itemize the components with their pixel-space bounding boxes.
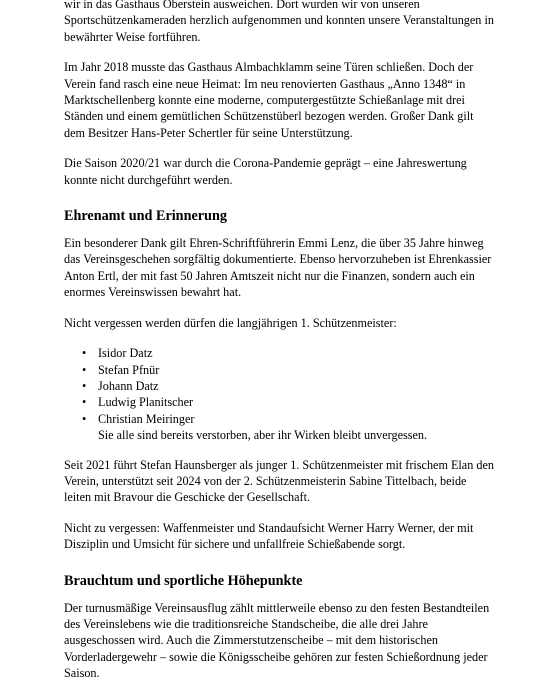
paragraph-thanks: Ein besonderer Dank gilt Ehren-Schriftführerin Emmi Lenz, die über 35 Jahre hinweg das Vereinsgeschehen sorgfältig dokumentierte. Ebenso hervorzuheben ist Ehrenkassier Anton Ertl, der mit fast 50 Jahren Amtszeit nicht nur die Finanzen, sondern auch ein enormes Vereinswissen bewahrt hat. [64, 236, 492, 300]
paragraph-brauchtum: Der turnusmäßige Vereinsausflug zählt mittlerweile ebenso zu den festen Bestandteilen des Vereinslebens wie die traditionsreiche Standscheibe, die alle drei Jahre ausgeschossen wird. Auch die Zimmerstutzenscheibe – mit dem historischen Vorderladergewehr – sowie die Königsscheibe gehören zur festen Schießordnung jeder Saison. [64, 600, 490, 681]
list-item: • Stefan Pfnür [98, 362, 494, 378]
heading-brauchtum: Brauchtum und sportliche Höhepunkte [64, 572, 303, 589]
former-masters-list [64, 345, 494, 427]
paragraph-season: Die Saison 2020/21 war durch die Corona-Pandemie geprägt – eine Jahreswertung konnte nicht durchgeführt werden. [64, 156, 467, 187]
heading-ehrenamt: Ehrenamt und Erinnerung [64, 208, 227, 225]
list-item: • Johann Datz [98, 378, 494, 394]
paragraph-weapons: Nicht zu vergessen: Waffenmeister und Standaufsicht Werner Harry Werner, der mit Disziplin und Umsicht für sichere und unfallfreie Schießabende sorgt. [64, 520, 474, 552]
intro-paragraph: wir in das Gasthaus Oberstein ausweichen. Dort wurden wir von unseren Sportschützenkameraden herzlich aufgenommen und konnten unsere Veranstaltungen in bewährter Weise fortführen. [64, 0, 494, 44]
masters-note: Sie alle sind bereits verstorben, aber ihr Wirken bleibt unvergessen. [98, 428, 428, 443]
document-page [64, 0, 494, 696]
list-item: • Christian Meiringer [98, 411, 494, 427]
list-item: • Isidor Datz [98, 345, 494, 361]
paragraph-2018: Im Jahr 2018 musste das Gasthaus Almbachklamm seine Türen schließen. Doch der Verein fand rasch eine neue Heimat: Im neu renovierten Gasthaus „Anno 1348“ in Marktschellenberg konnte eine moderne, computergestützte Schießanlage mit drei Ständen und einem gemütlichen Schützenstüberl bezogen werden. Großer Dank gilt dem Besitzer Hans-Peter Schertler für seine Unterstützung. [64, 60, 474, 140]
list-item: • Ludwig Planitscher [98, 394, 494, 410]
paragraph-not-forget: Nicht vergessen werden dürfen die langjährigen 1. Schützenmeister: [64, 315, 397, 330]
paragraph-2021: Seit 2021 führt Stefan Haunsberger als junger 1. Schützenmeister mit frischem Elan den Verein, unterstützt seit 2024 von der 2. Schützenmeisterin Sabine Tittelbach, beide leiten mit Bravour die Geschicke der Gesellschaft. [64, 457, 494, 505]
